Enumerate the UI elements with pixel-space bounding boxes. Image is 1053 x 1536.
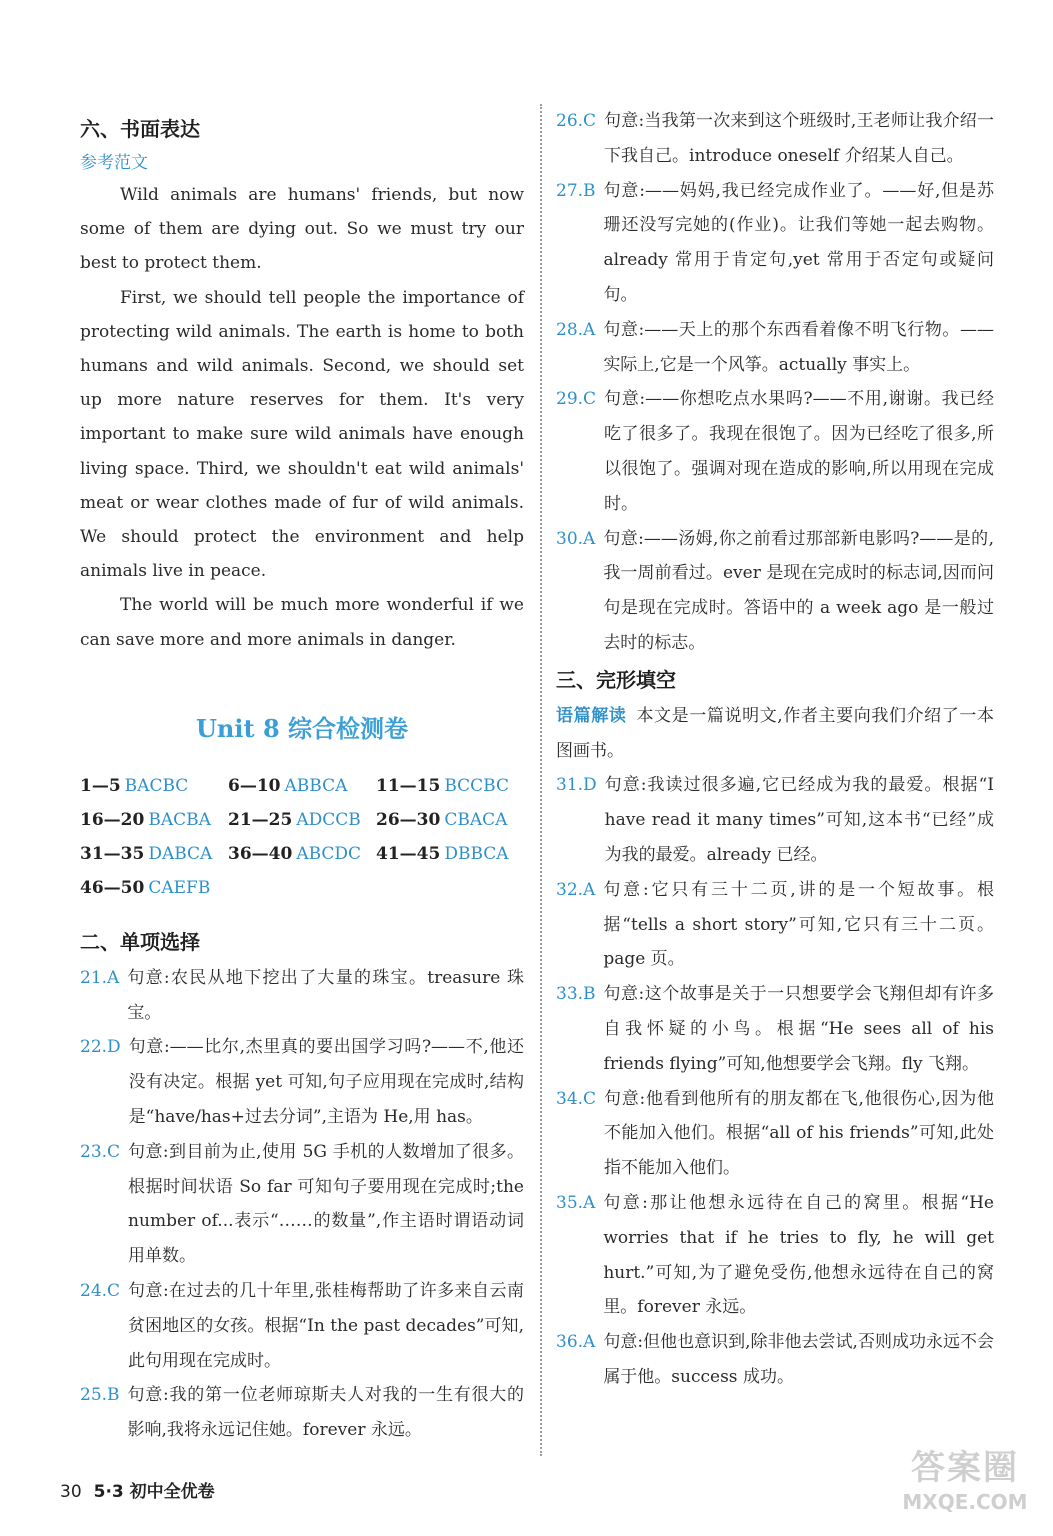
- item-text: 句意:——你想吃点水果吗?——不用,谢谢。我已经吃了很多了。我现在很饱了。因为已经吃了很多,所以很饱了。强调对现在造成的影响,所以用现在完成时。: [604, 389, 994, 514]
- right-column: [556, 104, 994, 1395]
- item-number: 36.A: [556, 1332, 596, 1353]
- item-text: 句意:但他也意识到,除非他去尝试,否则成功永远不会属于他。success 成功。: [603, 1332, 994, 1387]
- answer-range: 36—40: [228, 843, 293, 864]
- answer-key-grid: [80, 769, 524, 905]
- item-text: 句意:这个故事是关于一只想要学会飞翔但却有许多自我怀疑的小鸟。根据“He sees all of his friends flying”可知,他想要学会飞翔。fly 飞翔。: [603, 984, 994, 1074]
- item-number: 25.B: [80, 1385, 120, 1406]
- answer-explanation: [80, 1274, 524, 1378]
- answer-row: [80, 837, 524, 871]
- answer-explanation: [556, 1082, 994, 1186]
- answer-explanation: [80, 961, 524, 1031]
- watermark-logo-text: 答案圈: [911, 1448, 1019, 1488]
- item-text: 句意:我的第一位老师琼斯夫人对我的一生有很大的影响,我将永远记住她。forever 永远。: [127, 1385, 524, 1441]
- item-number: 22.D: [80, 1037, 121, 1058]
- passage-summary-text: 本文是一篇说明文,作者主要向我们介绍了一本图画书。: [556, 705, 995, 761]
- watermark-url: MXQE.COM: [902, 1490, 1028, 1514]
- essay-paragraph: The world will be much more wonderful if we can save more and more animals in danger.: [80, 595, 524, 650]
- answer-cell: [376, 769, 524, 803]
- answer-cell: [376, 837, 524, 871]
- answer-explanation: [80, 1030, 524, 1134]
- answer-range: 16—20: [80, 809, 145, 830]
- item-text: 句意:当我第一次来到这个班级时,王老师让我介绍一下我自己。introduce oneself 介绍某人自己。: [604, 111, 994, 166]
- page-footer: [60, 1477, 215, 1502]
- column-divider: [540, 104, 542, 1456]
- answer-cell: [376, 803, 524, 837]
- answer-cell: [80, 837, 228, 871]
- answer-value: CBACA: [444, 809, 508, 830]
- answer-explanation: [556, 174, 994, 313]
- essay-paragraph: Wild animals are humans' friends, but now some of them are dying out. So we must try our best to protect them.: [80, 185, 524, 274]
- answer-row: [80, 803, 524, 837]
- watermark-logo: [891, 1446, 1039, 1526]
- answer-value: ABBCA: [284, 775, 348, 796]
- answer-value: DABCA: [148, 843, 213, 864]
- page-number: 30: [60, 1482, 82, 1502]
- answer-range: 46—50: [80, 877, 145, 898]
- answer-cell: [80, 871, 228, 905]
- item-text: 句意:到目前为止,使用 5G 手机的人数增加了很多。根据时间状语 So far 可知句子要用现在完成时;the number of...表示“……的数量”,作主语时谓语动词用单数。: [128, 1141, 524, 1267]
- answer-explanation: [556, 313, 994, 383]
- cloze-heading: 三、完形填空: [556, 667, 676, 692]
- item-number: 35.A: [556, 1192, 596, 1213]
- answer-value: BACBC: [124, 775, 189, 796]
- item-number: 31.D: [556, 775, 597, 796]
- answer-explanation: [556, 977, 994, 1081]
- item-text: 句意:——比尔,杰里真的要出国学习吗?——不,他还没有决定。根据 yet 可知,句子应用现在完成时,结构是“have/has+过去分词”,主语为 He,用 has。: [128, 1037, 524, 1128]
- answer-explanation: [80, 1135, 524, 1274]
- item-number: 28.A: [556, 319, 596, 340]
- answer-value: DBBCA: [444, 843, 509, 864]
- item-number: 32.A: [556, 879, 596, 900]
- answer-cell: [228, 769, 376, 803]
- answer-value: BACBA: [148, 809, 211, 830]
- answer-range: 26—30: [376, 809, 441, 830]
- answer-range: 11—15: [376, 775, 441, 796]
- answer-explanation: [556, 1186, 994, 1325]
- passage-summary-tag: 语篇解读: [556, 705, 627, 726]
- answer-explanation: [556, 104, 994, 174]
- book-title: 5·3 初中全优卷: [93, 1482, 215, 1502]
- answer-range: 31—35: [80, 843, 145, 864]
- answer-value: CAEFB: [148, 877, 211, 898]
- answer-range: 21—25: [228, 809, 293, 830]
- item-number: 26.C: [556, 111, 597, 131]
- essay-paragraph: First, we should tell people the importance of protecting wild animals. The earth is home to both humans and wild animals. Second, we should set up more nature reserves for them. It's very important to make sure wild animals have enough living space. Third, we shouldn't eat wild animals' meat or wear clothes made of fur of wild animals. We should protect the environment and help animals live in peace.: [80, 287, 524, 582]
- essay-heading: 六、书面表达: [80, 117, 200, 141]
- answer-row: [80, 769, 524, 803]
- unit-title: Unit 8 综合检测卷: [196, 713, 408, 743]
- answer-explanation: [556, 873, 994, 977]
- item-number: 33.B: [556, 984, 596, 1005]
- left-column: [80, 104, 524, 1448]
- item-text: 句意:在过去的几十年里,张桂梅帮助了许多来自云南贫困地区的女孩。根据“In the past decades”可知,此句用现在完成时。: [128, 1281, 524, 1371]
- answer-value: ABCDC: [296, 843, 362, 864]
- answer-explanation: [556, 382, 994, 521]
- answer-value: BCCBC: [444, 775, 509, 796]
- answer-cell: [80, 769, 228, 803]
- answer-range: 41—45: [376, 843, 441, 864]
- item-number: 29.C: [556, 389, 597, 410]
- answer-explanation: [556, 768, 994, 872]
- item-text: 句意:农民从地下挖出了大量的珠宝。treasure 珠宝。: [127, 967, 524, 1023]
- item-number: 27.B: [556, 180, 596, 201]
- answer-value: ADCCB: [296, 809, 361, 830]
- item-text: 句意:——妈妈,我已经完成作业了。——好,但是苏珊还没写完她的(作业)。让我们等她一起去购物。already 常用于肯定句,yet 常用于否定句或疑问句。: [603, 180, 994, 305]
- item-number: 23.C: [80, 1141, 121, 1162]
- answer-explanation: [556, 522, 994, 661]
- item-text: 句意:他看到他所有的朋友都在飞,他很伤心,因为他不能加入他们。根据“all of his friends”可知,此处指不能加入他们。: [604, 1088, 994, 1179]
- item-text: 句意:那让他想永远待在自己的窝里。根据“He worries that if he tries to fly, he will get hurt.”可知,为了避免受伤,他想永远待在自己的窝里。forever 永远。: [603, 1192, 994, 1318]
- answer-explanation: [556, 1325, 994, 1395]
- answer-range: 1—5: [80, 775, 121, 796]
- single-choice-heading: 二、单项选择: [80, 929, 200, 954]
- item-number: 24.C: [80, 1281, 121, 1302]
- item-text: 句意:它只有三十二页,讲的是一个短故事。根据“tells a short story”可知,它只有三十二页。page 页。: [603, 879, 994, 970]
- answer-cell: [228, 803, 376, 837]
- item-text: 句意:——天上的那个东西看着像不明飞行物。——实际上,它是一个风筝。actually 事实上。: [603, 319, 994, 375]
- passage-summary: [556, 699, 994, 769]
- essay-subheading: 参考范文: [80, 153, 148, 173]
- answer-explanation: [80, 1378, 524, 1448]
- answer-row: [80, 871, 524, 905]
- answer-cell: [228, 837, 376, 871]
- item-number: 30.A: [556, 528, 596, 549]
- answer-cell: [80, 803, 228, 837]
- item-text: 句意:我读过很多遍,它已经成为我的最爱。根据“I have read it many times”可知,这本书“已经”成为我的最爱。already 已经。: [604, 775, 994, 865]
- item-number: 34.C: [556, 1088, 597, 1109]
- answer-range: 6—10: [228, 775, 281, 796]
- item-number: 21.A: [80, 967, 120, 988]
- item-text: 句意:——汤姆,你之前看过那部新电影吗?——是的,我一周前看过。ever 是现在完成时的标志词,因而问句是现在完成时。答语中的 a week ago 是一般过去时的标志。: [603, 528, 994, 653]
